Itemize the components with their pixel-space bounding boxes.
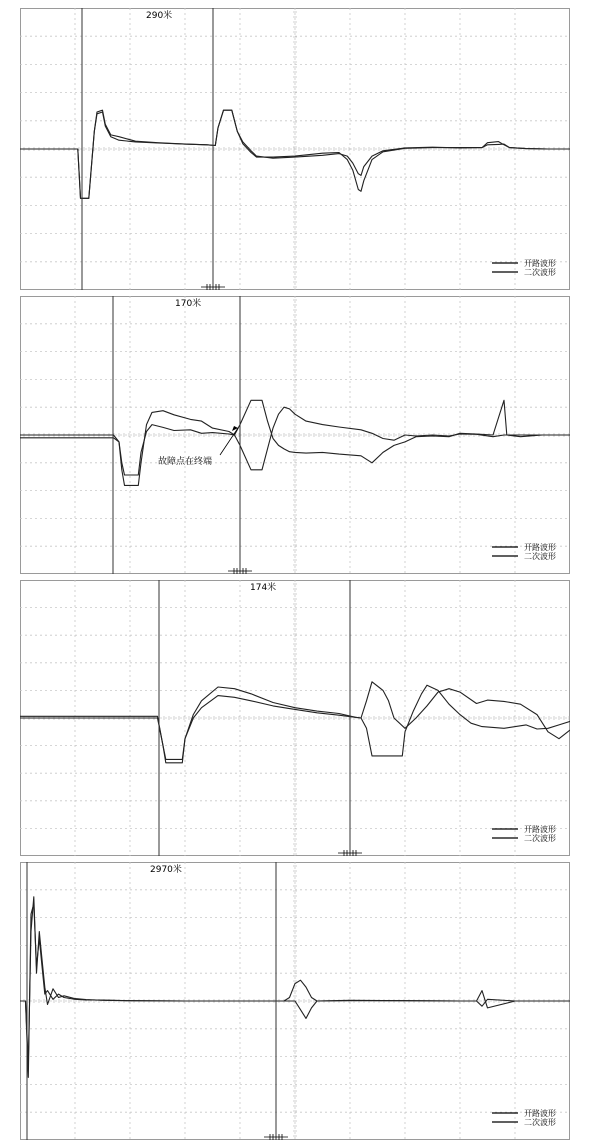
waveform-chart-174m: [20, 580, 570, 856]
cursor-distance-label: 170米: [175, 299, 202, 309]
legend-label-2: 二次波形: [524, 268, 556, 277]
chart-panel-4: [20, 862, 570, 1140]
legend-label-1: 开路波形: [524, 543, 556, 552]
cursor-distance-label: 290米: [146, 11, 173, 21]
waveform-chart-2970m: [20, 862, 570, 1140]
chart-panel-3: [20, 580, 570, 856]
cursor-distance-label: 2970米: [150, 865, 182, 875]
waveform-chart-170m: [20, 296, 570, 574]
chart-panel-1: [20, 8, 570, 290]
chart-panel-2: [20, 296, 570, 574]
legend-label-2: 二次波形: [524, 552, 556, 561]
legend-label-1: 开路波形: [524, 825, 556, 834]
legend-label-1: 开路波形: [524, 259, 556, 268]
waveform-chart-290m: [20, 8, 570, 290]
legend-label-2: 二次波形: [524, 834, 556, 843]
fault-annotation-text: 故障点在终端: [158, 457, 213, 467]
legend-label-1: 开路波形: [524, 1109, 556, 1118]
legend-label-2: 二次波形: [524, 1118, 556, 1127]
cursor-distance-label: 174米: [250, 583, 277, 593]
